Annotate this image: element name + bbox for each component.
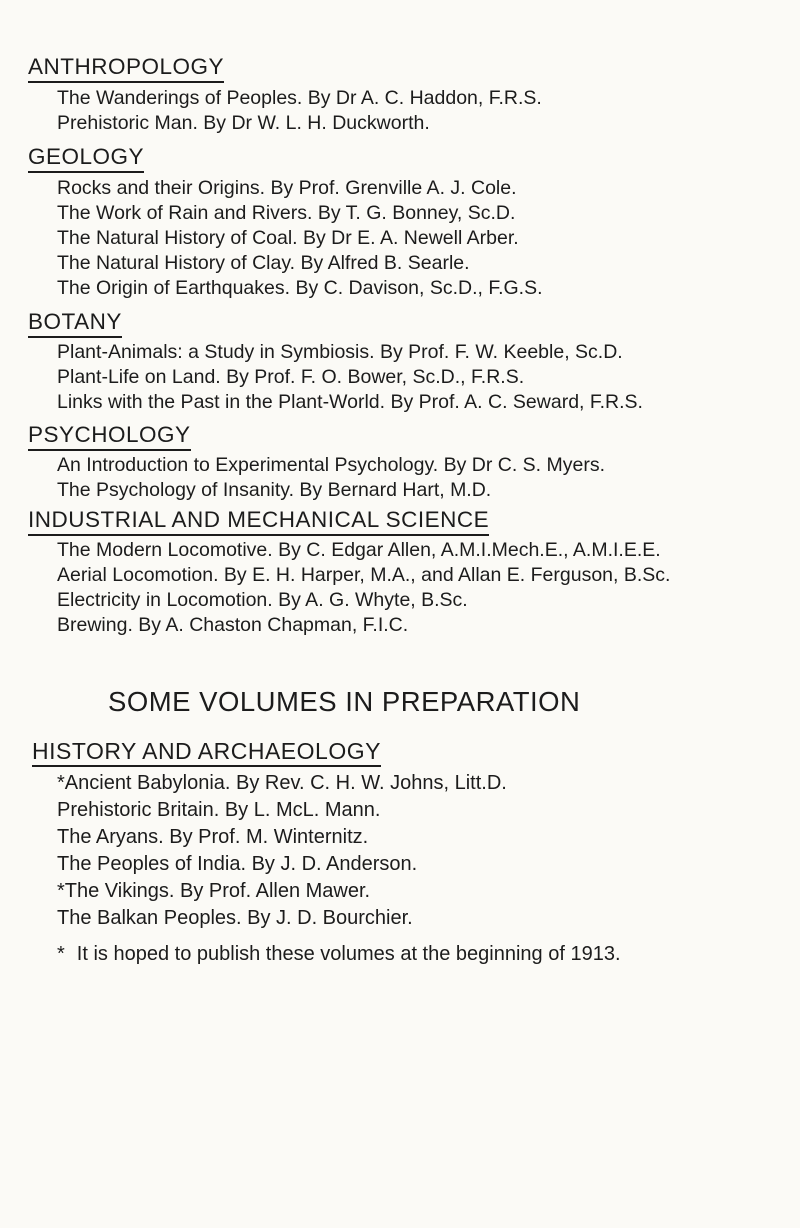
list-item: Plant-Animals: a Study in Symbiosis. By Prof. F. W. Keeble, Sc.D. [57,341,623,363]
list-item: Rocks and their Origins. By Prof. Grenville A. J. Cole. [57,177,517,199]
list-item: Aerial Locomotion. By E. H. Harper, M.A., and Allan E. Ferguson, B.Sc. [57,564,671,586]
section-psychology [0,422,800,503]
list-item: Links with the Past in the Plant-World. By Prof. A. C. Seward, F.R.S. [57,391,643,413]
list-item: The Work of Rain and Rivers. By T. G. Bonney, Sc.D. [57,202,516,224]
list-item: The Peoples of India. By J. D. Anderson. [57,853,418,875]
section-heading: BOTANY [28,309,122,338]
preparation-title: SOME VOLUMES IN PREPARATION [108,686,581,717]
list-item: The Natural History of Coal. By Dr E. A. Newell Arber. [57,227,519,249]
entry-list [0,86,800,136]
list-item: The Wanderings of Peoples. By Dr A. C. Haddon, F.R.S. [57,87,542,109]
publication-note [57,941,797,967]
section-industrial-mechanical-science [0,507,800,638]
list-item: Electricity in Locomotion. By A. G. Whyte, B.Sc. [57,589,468,611]
list-item: Prehistoric Man. By Dr W. L. H. Duckworth. [57,112,430,134]
entry-list [0,176,800,301]
section-heading: HISTORY AND ARCHAEOLOGY [32,738,381,767]
list-item: The Modern Locomotive. By C. Edgar Allen, A.M.I.Mech.E., A.M.I.E.E. [57,539,661,561]
list-item: Brewing. By A. Chaston Chapman, F.I.C. [57,614,409,636]
section-anthropology [0,54,800,136]
asterisk-marker: * [57,943,65,965]
list-item: *Ancient Babylonia. By Rev. C. H. W. Johns, Litt.D. [57,772,507,794]
section-geology [0,144,800,301]
section-heading: ANTHROPOLOGY [28,54,224,83]
section-heading: PSYCHOLOGY [28,422,191,451]
list-item: The Aryans. By Prof. M. Winternitz. [57,826,369,848]
list-item: An Introduction to Experimental Psychology. By Dr C. S. Myers. [57,454,606,476]
section-botany [0,309,800,415]
note-text: It is hoped to publish these volumes at the beginning of 1913. [76,943,621,965]
section-heading: GEOLOGY [28,144,144,173]
entry-list [0,538,800,638]
entry-list [0,770,800,932]
list-item: The Balkan Peoples. By J. D. Bourchier. [57,907,413,929]
list-item: Prehistoric Britain. By L. McL. Mann. [57,799,381,821]
list-item: The Psychology of Insanity. By Bernard Hart, M.D. [57,479,492,501]
entry-list [0,340,800,415]
list-item: Plant-Life on Land. By Prof. F. O. Bower, Sc.D., F.R.S. [57,366,525,388]
entry-list [0,453,800,503]
section-heading: INDUSTRIAL AND MECHANICAL SCIENCE [28,507,489,536]
list-item: *The Vikings. By Prof. Allen Mawer. [57,880,371,902]
list-item: The Natural History of Clay. By Alfred B. Searle. [57,252,470,274]
section-history-archaeology [0,738,800,932]
list-item: The Origin of Earthquakes. By C. Davison, Sc.D., F.G.S. [57,277,543,299]
